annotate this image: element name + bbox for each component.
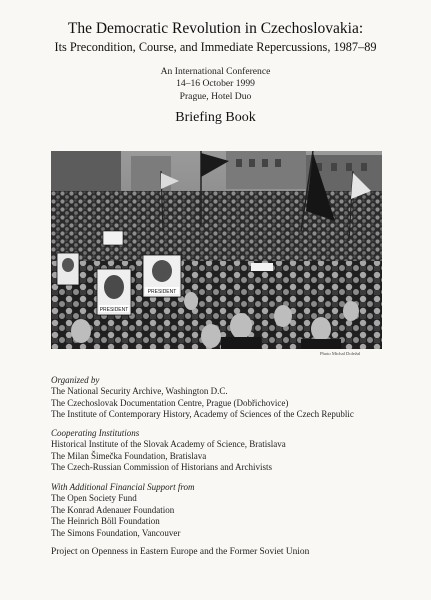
portrait-sign-left (57, 253, 79, 285)
sign-text-2: PRESIDENT (147, 289, 177, 295)
organizer-item: The National Security Archive, Washington D.C. (51, 386, 228, 397)
financial-support-heading: With Additional Financial Support from (51, 482, 195, 492)
crowd-photo-image (51, 151, 382, 349)
conference-info (0, 66, 431, 103)
cooperating-heading: Cooperating Institutions (51, 428, 140, 438)
cooperating-item: The Milan Šimečka Foundation, Bratislava (51, 450, 207, 461)
supporter-item: The Konrad Adenauer Foundation (51, 504, 175, 515)
crowd-photo (51, 151, 382, 349)
organizer-item: The Institute of Contemporary History, Academy of Sciences of the Czech Republic (51, 409, 354, 420)
organized-by-heading: Organized by (51, 375, 100, 385)
sign-text-1: PRESIDENT (99, 307, 129, 313)
conference-dates: 14–16 October 1999 (176, 78, 255, 90)
conference-venue: Prague, Hotel Duo (179, 90, 252, 102)
supporter-item: The Simons Foundation, Vancouver (51, 527, 181, 538)
cooperating-section (51, 428, 286, 474)
supporter-item: The Open Society Fund (51, 493, 137, 504)
photo-credit: Photo Michal Doležal (320, 351, 361, 356)
conference-type: An International Conference (160, 66, 271, 77)
portrait-sign-right (143, 255, 181, 297)
portrait-sign-center (97, 269, 131, 315)
cooperating-item: Historical Institute of the Slovak Academy of Science, Bratislava (51, 439, 286, 450)
cooperating-item: The Czech-Russian Commission of Historians and Archivists (51, 462, 272, 473)
organized-by-section (51, 375, 354, 421)
organizer-item: The Czechoslovak Documentation Centre, Prague (Dobřichovice) (51, 397, 289, 408)
supporter-item: The Heinrich Böll Foundation (51, 516, 160, 527)
document-subtitle: Its Precondition, Course, and Immediate Repercussions, 1987–89 (54, 40, 377, 54)
financial-support-section (51, 482, 195, 539)
project-footer: Project on Openness in Eastern Europe and the Former Soviet Union (51, 547, 310, 557)
briefing-book-heading: Briefing Book (175, 110, 256, 125)
document-title: The Democratic Revolution in Czechoslovakia: (67, 20, 364, 37)
